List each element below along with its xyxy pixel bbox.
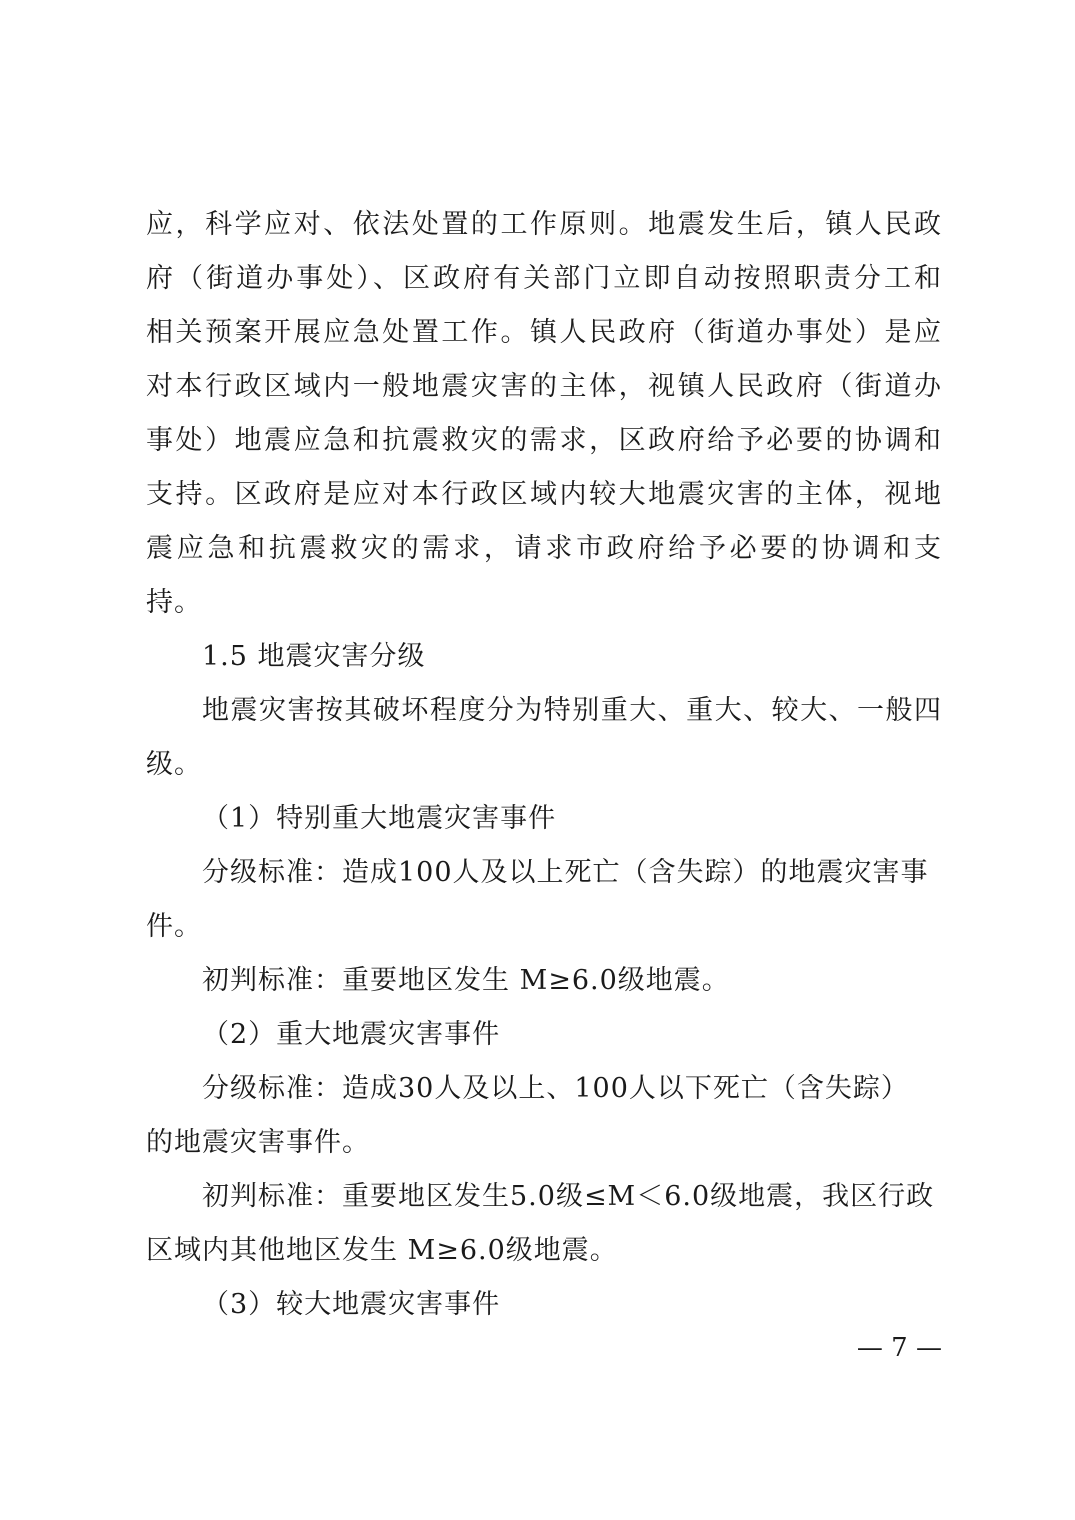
paragraph-line: 相关预案开展应急处置工作。镇人民政府（街道办事处）是应 [146,317,941,348]
paragraph-line: 级。 [146,749,202,780]
paragraph-line: 分级标准：造成30人及以上、100人以下死亡（含失踪） [202,1073,909,1104]
subsection-heading: （3）较大地震灾害事件 [202,1289,501,1320]
paragraph-line: 对本行政区域内一般地震灾害的主体，视镇人民政府（街道办 [146,371,941,402]
paragraph-line: 初判标准：重要地区发生 M≥6.0级地震。 [202,965,730,996]
paragraph-line: 的地震灾害事件。 [146,1127,370,1158]
page-number: — 7 — [856,1333,942,1363]
subsection-heading: （2）重大地震灾害事件 [202,1019,501,1050]
subsection-heading: （1）特别重大地震灾害事件 [202,803,557,834]
paragraph-line: 地震灾害按其破坏程度分为特别重大、重大、较大、一般四 [202,695,941,726]
paragraph-line: 初判标准：重要地区发生5.0级≤M＜6.0级地震，我区行政 [202,1181,935,1212]
paragraph-line: 府（街道办事处）、区政府有关部门立即自动按照职责分工和 [146,263,941,294]
paragraph-line: 事处）地震应急和抗震救灾的需求，区政府给予必要的协调和 [146,425,941,456]
paragraph-line: 震应急和抗震救灾的需求，请求市政府给予必要的协调和支 [146,533,941,564]
paragraph-line: 支持。区政府是应对本行政区域内较大地震灾害的主体，视地 [146,479,941,510]
paragraph-line: 应，科学应对、依法处置的工作原则。地震发生后，镇人民政 [146,209,941,240]
paragraph-line: 分级标准：造成100人及以上死亡（含失踪）的地震灾害事 [202,857,929,888]
section-heading: 1.5 地震灾害分级 [202,641,426,672]
paragraph-line: 区域内其他地区发生 M≥6.0级地震。 [146,1235,618,1266]
paragraph-line: 持。 [146,587,202,618]
paragraph-line: 件。 [146,911,202,942]
